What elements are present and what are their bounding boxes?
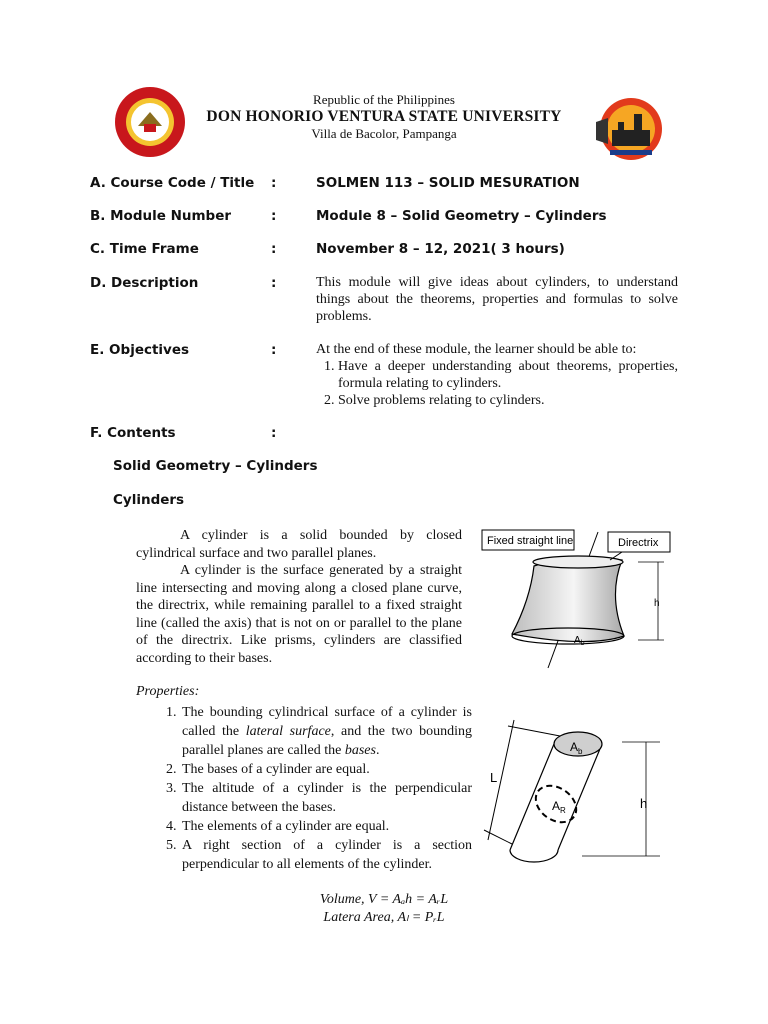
cylinder-body (510, 744, 602, 852)
right-section-label: $A_R$ (552, 799, 566, 815)
definition-paragraphs (136, 527, 462, 667)
length-label: L (490, 770, 498, 785)
property-item: 1. The bounding cylindrical surface of a cylinder is called the lateral surface, and the two bounding parallel planes are called the bases. (180, 703, 472, 760)
top-base-label: $A_b$ (570, 740, 583, 756)
height-label: h (654, 598, 660, 609)
oblique-cylinder-figure (478, 526, 678, 676)
objective-item: 2. Solve problems relating to cylinders. (338, 392, 678, 409)
description-colon: : (271, 275, 277, 291)
module-colon: : (271, 208, 277, 224)
description-label: D. Description (90, 275, 199, 291)
base-area-label: $A_b$ (574, 635, 585, 647)
top-base (533, 556, 623, 568)
description-text: This module will give ideas about cylinders, to understand things about the theorems, properties and formulas to solve problems. (316, 275, 678, 324)
element-top-tick (508, 726, 560, 736)
properties-list (156, 703, 472, 874)
fixed-line-label: Fixed straight line (487, 535, 574, 547)
republic-line: Republic of the Philippines (313, 92, 455, 107)
definition-paragraph-2: A cylinder is the surface generated by a straight line intersecting and moving along a closed plane curve, the directrix, while remaining parallel to a fixed straight line (called the axis) that is not on or parallel to the plane of the directrix. Like prisms, cylinders are classified according to their bases. (136, 563, 462, 666)
definition-paragraph-1: A cylinder is a solid bounded by closed cylindrical surface and two parallel planes. (136, 528, 462, 561)
objectives-block (316, 341, 678, 409)
university-location: Villa de Bacolor, Pampanga (311, 126, 457, 141)
cylinder-surface (512, 558, 624, 642)
objective-item: 1. Have a deeper understanding about theorems, properties, formula relating to cylinders. (338, 358, 678, 392)
property-item: 5. A right section of a cylinder is a section perpendicular to all elements of the cylinder. (180, 836, 472, 874)
contents-colon: : (271, 425, 277, 441)
contents-label: F. Contents (90, 425, 176, 441)
objectives-colon: : (271, 342, 277, 358)
volume-formula: Volume, V = Aₐh = AᵣL (319, 892, 449, 907)
cylinders-heading: Cylinders (113, 492, 185, 508)
module-label: B. Module Number (90, 208, 232, 224)
course-label: A. Course Code / Title (90, 175, 255, 191)
time-label: C. Time Frame (90, 241, 199, 257)
property-item: 2. The bases of a cylinder are equal. (180, 760, 472, 779)
property-item: 4. The elements of a cylinder are equal. (180, 817, 472, 836)
time-value: November 8 – 12, 2021( 3 hours) (316, 241, 565, 257)
objectives-intro: At the end of these module, the learner should be able to: (316, 342, 637, 357)
properties-title: Properties: (136, 684, 200, 699)
time-colon: : (271, 241, 277, 257)
module-value: Module 8 – Solid Geometry – Cylinders (316, 208, 607, 224)
university-name: DON HONORIO VENTURA STATE UNIVERSITY (206, 108, 562, 125)
objectives-label: E. Objectives (90, 342, 190, 358)
property-item: 3. The altitude of a cylinder is the perpendicular distance between the bases. (180, 779, 472, 817)
course-value: SOLMEN 113 – SOLID MESURATION (316, 175, 580, 191)
properties-list-block (156, 703, 472, 874)
right-section-cylinder-figure (482, 718, 678, 870)
directrix-label: Directrix (618, 537, 659, 549)
course-colon: : (271, 175, 277, 191)
topic-heading: Solid Geometry – Cylinders (113, 458, 318, 474)
lateral-area-formula: Latera Area, Aₗ = PᵣL (323, 910, 445, 925)
objectives-list (316, 358, 678, 409)
altitude-label: h (640, 796, 648, 811)
